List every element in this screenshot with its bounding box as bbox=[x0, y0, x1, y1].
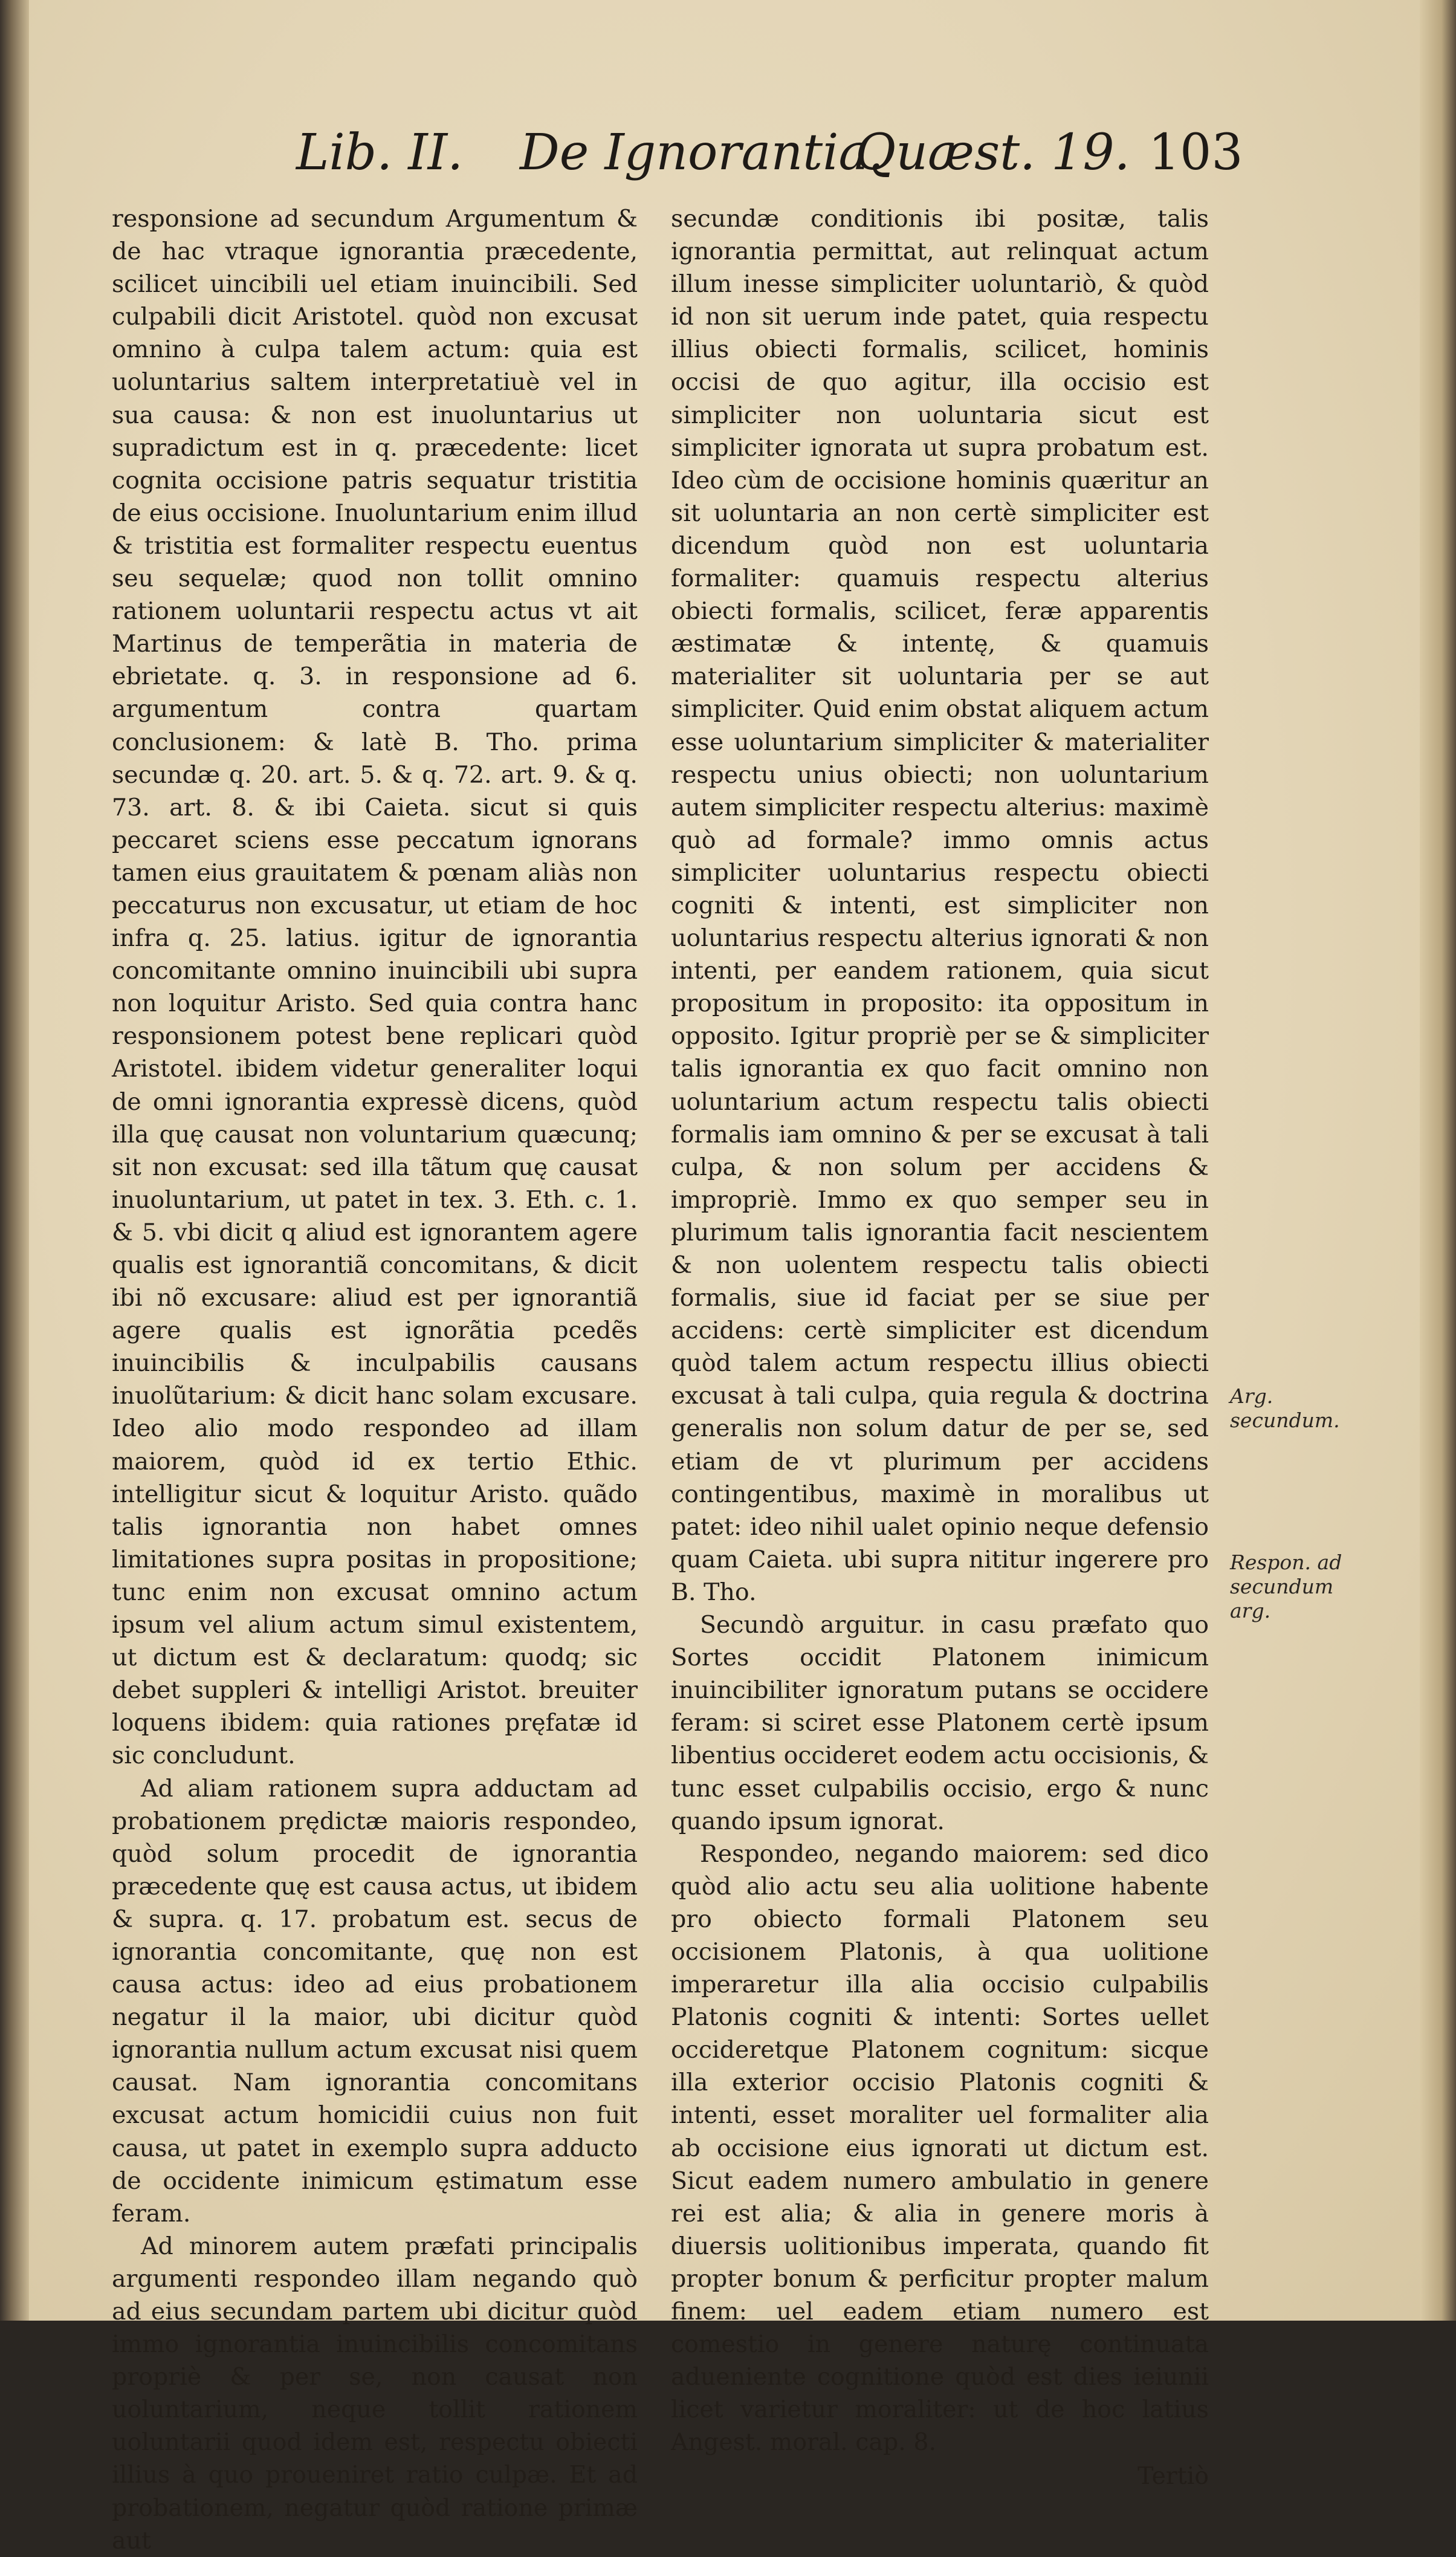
page-fore-edge bbox=[1420, 0, 1456, 2321]
right-paragraph: Secundò arguitur. in casu præfato quo Sortes occidit Platonem inimicum inuincibiliter ignoratum putans se occidere feram: si sciret esse Platonem certè ipsum libentius occideret eodem actu occisionis, & tunc esset culpabilis occisio, ergo & nunc quando ipsum ignorat. bbox=[671, 1611, 1209, 1835]
right-paragraph: secundæ conditionis ibi positæ, talis ignorantia permittat, aut relinquat actum illum inesse simpliciter uoluntariò, & quòd id non sit uerum inde patet, quia respectu illius obiecti formalis, scilicet, hominis occisi de quo agitur, illa occisio est simpliciter non uoluntaria sicut est simpliciter ignorata ut supra probatum est. Ideo cùm de occisione hominis quæritur an sit uoluntaria an non certè simpliciter est dicendum quòd non est uoluntaria formaliter: quamuis respectu alterius obiecti formalis, scilicet, feræ apparentis æstimatæ & intentę, & quamuis materialiter sit uoluntaria per se aut simpliciter. Quid enim obstat aliquem actum esse uoluntarium simpliciter & materialiter respectu unius obiecti; non uoluntarium autem simpliciter respectu alterius: maximè quò ad formale? immo omnis actus simpliciter uoluntarius respectu obiecti cogniti & intenti, est simpliciter non uoluntarius respectu alterius ignorati & non intenti, per eandem rationem, quia sicut propositum in proposito: ita oppositum in opposito. Igitur propriè per se & simpliciter talis ignorantia ex quo facit omnino non uoluntarium actum respectu talis obiecti formalis iam omnino & per se excusat à tali culpa, & non solum per accidens & impropriè. Immo ex quo semper seu in plurimum talis ignorantia facit nescientem & non uolentem respectu talis obiecti formalis, siue id faciat per se siue per accidens: certè simpliciter est dicendum quòd talem actum respectu illius obiecti excusat à tali culpa, quia regula & doctrina generalis non solum datur de per se, sed etiam de vt plurimum per accidens contingentibus, maximè in moralibus ut patet: ideo nihil ualet opinio neque defensio quam Caieta. ubi supra nititur ingerere pro B. Tho. bbox=[671, 205, 1209, 1606]
left-paragraph: Ad aliam rationem supra adductam ad probationem prędictæ maioris respondeo, quòd solum procedit de ignorantia præcedente quę est causa actus, ut ibidem & supra. q. 17. probatum est. secus de ignorantia concomitante, quę non est causa actus: ideo ad eius probationem negatur il la maior, ubi dicitur quòd ignorantia nullum actum excusat nisi quem causat. Nam ignorantia concomitans excusat actum homicidii cuius non fuit causa, ut patet in exemplo supra adducto de occidente inimicum ęstimatum esse feram. bbox=[112, 1774, 638, 2228]
page-number: 103 bbox=[1148, 124, 1243, 181]
right-paragraph: Respondeo, negando maiorem: sed dico quòd alio actu seu alia uolitione habente pro obiecto formali Platonem seu occisionem Platonis, à qua uolitione imperaretur illa alia occisio culpabilis Platonis cogniti & intenti: Sortes uellet occideretque Platonem cognitum: sicque illa exterior occisio Platonis cogniti & intenti, esset moraliter uel formaliter alia ab occisione eius ignorati ut dictum est. Sicut eadem numero ambulatio in genere rei est alia; & alia in genere moris à diuersis uolitionibus imperata, quando fit propter bonum & perficitur propter malum finem: uel eadem etiam numero est comestio in genere naturę continuata adueniente cognitione quòd est dies ieiunii licet varietur moraliter: ut de hoc latius Angest. moral. cap. 8. bbox=[671, 1839, 1209, 2457]
margin-note-argument: Arg. secundum. bbox=[1230, 1384, 1340, 1432]
header-book: Lib. II. bbox=[296, 124, 464, 181]
previous-page-edge bbox=[0, 0, 29, 2321]
running-header bbox=[290, 124, 1243, 190]
left-paragraph: Ad minorem autem præfati principalis argumenti respondeo illam negando quò ad eius secundam partem ubi dicitur quòd immo ignorantia inuincibilis concomitans propriè & per se, non causat non uoluntarium, neque tollit rationem uoluntarii quod idem est, respectu obiecti illius à quo proueniret ratio culpæ. Et ad probationem, negatur quòd ratione primæ aut bbox=[112, 2232, 638, 2555]
margin-note-response: Respon. ad secundum arg. bbox=[1230, 1551, 1342, 1622]
header-question: Quæst. 19. bbox=[855, 124, 1130, 181]
catchword: Tertiò bbox=[1137, 2462, 1209, 2491]
left-paragraph: responsione ad secundum Argumentum & de hac vtraque ignorantia præcedente, scilicet uincibili uel etiam inuincibili. Sed culpabili dicit Aristotel. quòd non excusat omnino à culpa talem actum: quia est uoluntarius saltem interpretatiuè vel in sua causa: & non est inuoluntarius ut supradictum est in q. præcedente: licet cognita occisione patris sequatur tristitia de eius occisione. Inuoluntarium enim illud & tristitia est formaliter respectu euentus seu sequelæ; quod non tollit omnino rationem uoluntarii respectu actus vt ait Martinus de temperãtia in materia de ebrietate. q. 3. in responsione ad 6. argumentum contra quartam conclusionem: & latè B. Tho. prima secundæ q. 20. art. 5. & q. 72. art. 9. & q. 73. art. 8. & ibi Caieta. sicut si quis peccaret sciens esse peccatum ignorans tamen eius grauitatem & pœnam aliàs non peccaturus non excusatur, ut etiam de hoc infra q. 25. latius. igitur de ignorantia concomitante omnino inuincibili ubi supra non loquitur Aristo. Sed quia contra hanc responsionem potest bene replicari quòd Aristotel. ibidem videtur generaliter loqui de omni ignorantia expressè dicens, quòd illa quę causat non voluntarium quæcunq; sit non excusat: sed illa tãtum quę causat inuoluntarium, ut patet in tex. 3. Eth. c. 1. & 5. vbi dicit q aliud est ignorantem agere qualis est ignorantiã concomitans, & dicit ibi nõ excusare: aliud est per ignorantiã agere qualis est ignorãtia pcedẽs inuincibilis & inculpabilis causans inuolũtarium: & dicit hanc solam excusare. Ideo alio modo respondeo ad illam maiorem, quòd id ex tertio Ethic. intelligitur sicut & loquitur Aristo. quãdo talis ignorantia non habet omnes limitationes supra positas in propositione; tunc enim non excusat omnino actum ipsum vel alium actum simul existentem, ut dictum est & declaratum: quodq; sic debet suppleri & intelligi Aristot. breuiter loquens ibidem: quia rationes pręfatæ id sic concludunt. bbox=[112, 205, 638, 1770]
header-title: De Ignorantia. bbox=[520, 124, 884, 181]
left-column bbox=[112, 203, 638, 2557]
right-column bbox=[671, 203, 1209, 2493]
